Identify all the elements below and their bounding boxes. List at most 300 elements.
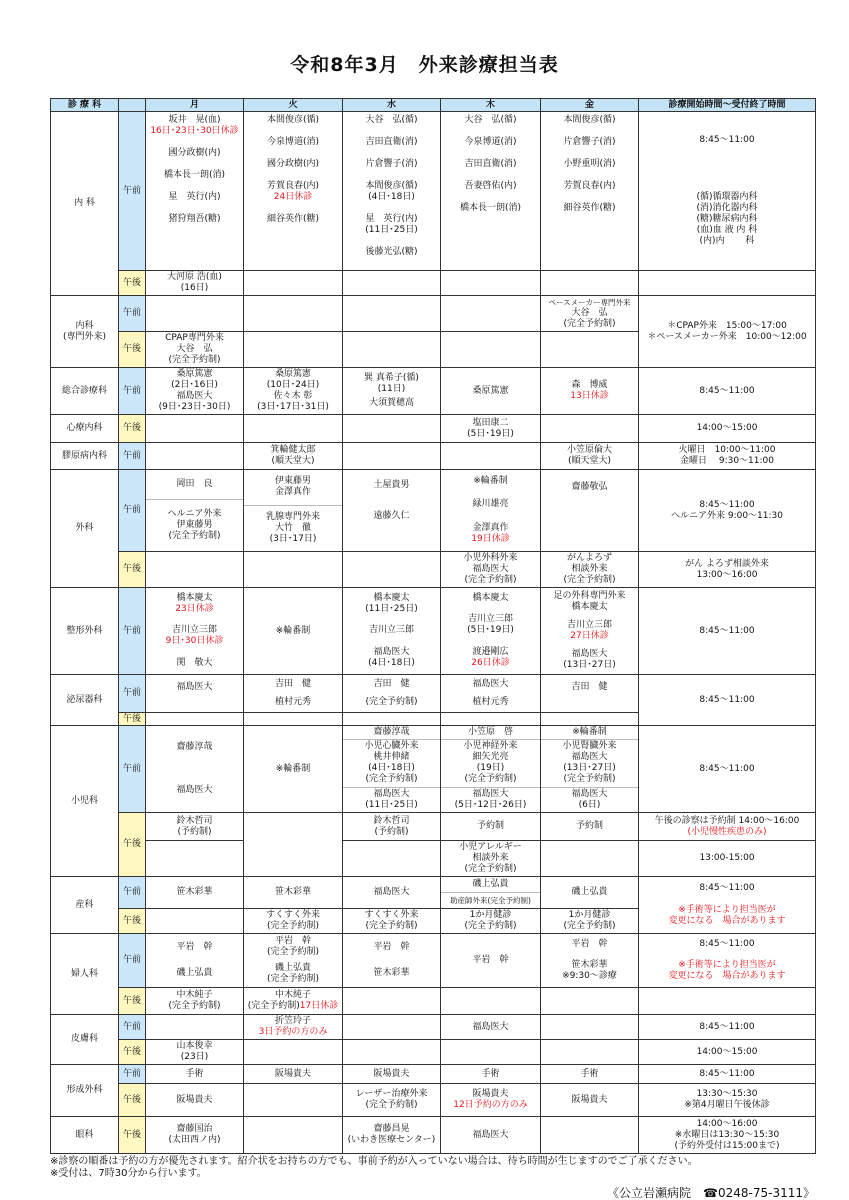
entry-line: (3日･17日): [269, 533, 317, 544]
cell-content: [441, 300, 540, 327]
entry-line: 小野重明(消): [563, 159, 616, 169]
entry-block: [441, 609, 540, 641]
schedule-cell: [244, 1084, 343, 1117]
entry-line: (消)消化器内科: [696, 203, 758, 213]
entry-line: 阪場貴夫: [274, 1068, 311, 1079]
entry-line: 福島医大: [176, 391, 213, 401]
cell-content: [343, 909, 440, 933]
entry-block: [541, 909, 638, 933]
entry-block: [441, 180, 540, 193]
phone-number: 0248-75-3111》: [717, 1186, 815, 1200]
entry-block: [146, 1084, 243, 1116]
entry-line: 齋藤国治: [176, 1124, 213, 1134]
entry-block: [639, 470, 815, 551]
entry-line: がんよろず: [566, 553, 612, 563]
cell-content: [639, 1065, 815, 1083]
entry-line: ※輪番制: [275, 763, 311, 774]
entry-line: 巽 真希子(循): [364, 372, 419, 383]
cell-content: [441, 726, 540, 812]
header-fri: 金: [541, 99, 639, 112]
entry-line: 本間俊彦(循): [365, 181, 418, 191]
hours-cell: [639, 1065, 816, 1084]
entry-block: [441, 934, 540, 987]
cell-content: [343, 333, 440, 366]
entry-block: [541, 443, 638, 469]
entry-line: 13日休診: [570, 391, 609, 401]
dept-name: [51, 588, 119, 675]
entry-block: [441, 841, 540, 876]
schedule-cell: [244, 296, 343, 332]
schedule-row: [51, 415, 816, 443]
schedule-row: [51, 1084, 816, 1117]
dept-name: [51, 877, 119, 934]
schedule-cell: [146, 877, 244, 909]
cell-content: [541, 552, 638, 587]
cell-content: [343, 1016, 440, 1038]
dept-label: 形成外科: [66, 1085, 103, 1095]
entry-block: [541, 675, 638, 699]
schedule-cell: [541, 332, 639, 368]
entry-line: (予約外受付は15:00まで): [674, 1140, 780, 1151]
schedule-cell: [244, 1040, 343, 1065]
schedule-cell: [343, 296, 441, 332]
entry-line: 桑原篤憲: [472, 385, 509, 396]
cell-content: [146, 1040, 243, 1064]
cell-content: [146, 368, 243, 414]
hours-cell: [639, 271, 816, 296]
schedule-row: [51, 552, 816, 588]
entry-block: [146, 499, 243, 551]
entry-line: 齋藤淳哉: [373, 727, 410, 738]
entry-block: [146, 653, 243, 674]
entry-block: [146, 1117, 243, 1153]
cell-content: [146, 877, 243, 908]
cell-content: [244, 713, 342, 725]
entry-line: (6日): [578, 799, 601, 810]
entry-block: [639, 675, 815, 725]
entry-block: [441, 675, 540, 694]
schedule-cell: [441, 813, 541, 841]
session-am: 午前: [119, 726, 146, 813]
entry-line: 8:45～11:00: [699, 1068, 755, 1079]
entry-line: (5日･19日): [467, 428, 514, 439]
entry-block: [639, 1016, 815, 1038]
entry-line: (完全予約制): [266, 973, 320, 984]
cell-content: [441, 112, 540, 270]
schedule-cell: [541, 112, 639, 271]
session-pm: 午後: [119, 713, 146, 726]
cell-content: [244, 877, 342, 908]
schedule-cell: [343, 552, 441, 588]
cell-content: [639, 552, 815, 587]
entry-line: 磯上弘貴: [571, 887, 608, 897]
cell-content: [639, 877, 815, 933]
entry-line: 植村元秀: [274, 697, 311, 708]
entry-line: 吉川立三郎: [467, 614, 513, 625]
schedule-cell: [541, 588, 639, 675]
entry-line: ヘルニア外来 9:00～11:30: [670, 510, 783, 521]
entry-line: 芳賀良春(内): [563, 181, 616, 191]
cell-content: [639, 274, 815, 292]
entry-block: [244, 470, 342, 505]
cell-content: [343, 813, 440, 840]
entry-block: [343, 934, 440, 961]
entry-block: [244, 694, 342, 713]
schedule-cell: [441, 588, 541, 675]
cell-content: [441, 588, 540, 674]
schedule-cell: [343, 112, 441, 271]
entry-line: 齋藤敬弘: [571, 481, 608, 492]
schedule-cell: [146, 813, 244, 841]
entry-block: [441, 739, 540, 786]
cell-content: [541, 112, 638, 270]
entry-line: 変更になる 場合があります: [668, 916, 786, 927]
dept-name: [51, 675, 119, 726]
schedule-cell: [441, 988, 541, 1015]
cell-content: [541, 1016, 638, 1038]
schedule-cell: [343, 368, 441, 415]
schedule-row: [51, 112, 816, 271]
entry-block: [146, 961, 243, 988]
entry-line: ※9:30～診療: [562, 971, 617, 981]
cell-content: [343, 934, 440, 987]
schedule-cell: [244, 368, 343, 415]
entry-block: [639, 900, 815, 934]
schedule-cell: [146, 1015, 244, 1040]
entry-block: [146, 470, 243, 499]
entry-line: 伊東藤男: [176, 520, 213, 530]
schedule-cell: [244, 909, 343, 934]
schedule-cell: [541, 934, 639, 988]
entry-line: 吉田 健: [571, 681, 608, 692]
entry-line: ※輪番制: [572, 727, 607, 738]
entry-line: 福島医大: [571, 752, 608, 763]
entry-line: (23日): [180, 1052, 209, 1062]
entry-line: ＊CPAP外来 15:00～17:00: [667, 320, 787, 331]
cell-content: [343, 371, 440, 411]
entry-line: (完全予約制): [563, 774, 616, 785]
entry-block: [541, 726, 638, 739]
cell-content: [441, 1065, 540, 1083]
entry-block: [441, 470, 540, 493]
entry-line: 3日予約の方のみ: [258, 1027, 328, 1037]
entry-line: 14:00～16:00: [696, 1118, 758, 1129]
entry-block: [441, 136, 540, 149]
session-pm: 午後: [119, 813, 146, 877]
cell-content: [541, 415, 638, 442]
entry-line: 福島医大: [472, 1129, 509, 1140]
entry-line: 桑原篤憲: [176, 369, 213, 379]
entry-line: 9日･30日休診: [165, 636, 224, 647]
cell-content: [441, 813, 540, 840]
note-line: ※診察の順番は予約の方が優先されます。紹介状をお持ちの方でも、事前予約が入っていない場合は、待ち時間が生じますのでご了承ください。: [50, 1156, 698, 1167]
entry-line: 福島医大: [373, 788, 410, 799]
entry-line: 小笠原倫大: [566, 445, 612, 455]
session-am: 午前: [119, 1015, 146, 1040]
entry-block: [343, 620, 440, 641]
entry-block: [146, 877, 243, 908]
cell-content: [441, 371, 540, 411]
hospital-name: 《公立岩瀬病院: [607, 1186, 692, 1200]
cell-content: [441, 470, 540, 551]
cell-content: [343, 1065, 440, 1083]
entry-line: 阪場貴夫: [571, 1094, 608, 1105]
cell-content: [244, 988, 342, 1014]
session-am: 午前: [119, 1065, 146, 1084]
entry-line: 國分政樹(内): [266, 159, 320, 169]
entry-line: 小児神経外来: [463, 741, 518, 752]
entry-line: 鈴木哲司: [176, 815, 213, 826]
entry-line: 福島医大: [176, 785, 213, 795]
cell-content: [343, 1117, 440, 1153]
entry-line: 福島医大: [176, 681, 213, 692]
entry-line: 阪場貴夫: [176, 1094, 213, 1105]
entry-line: 手術: [185, 1068, 204, 1079]
cell-content: [639, 726, 815, 812]
entry-line: 19日休診: [471, 533, 510, 544]
entry-line: 小笠原 啓: [467, 727, 513, 738]
entry-line: 平岩 幹: [176, 941, 213, 952]
entry-block: [441, 1016, 540, 1038]
schedule-cell: [541, 726, 639, 813]
session-pm: 午後: [119, 909, 146, 934]
cell-content: [441, 1042, 540, 1063]
cell-content: [441, 713, 540, 725]
session-pm: 午後: [119, 415, 146, 443]
entry-block: [639, 955, 815, 987]
entry-line: 遠藤久仁: [373, 510, 410, 521]
schedule-cell: [244, 271, 343, 296]
entry-line: (11日): [377, 383, 406, 394]
entry-line: 手術: [481, 1068, 500, 1079]
cell-content: [441, 1084, 540, 1116]
cell-content: [541, 588, 638, 674]
entry-line: 山本俊幸: [176, 1041, 213, 1051]
schedule-cell: [244, 934, 343, 988]
dept-name: [51, 470, 119, 588]
entry-line: 片倉響子(消): [365, 159, 418, 169]
session-pm: 午後: [119, 271, 146, 296]
entry-line: 16日･23日･30日休診: [150, 126, 239, 136]
cell-content: [244, 368, 342, 414]
entry-block: [343, 787, 440, 812]
cell-content: [639, 1016, 815, 1038]
schedule-cell: [146, 713, 244, 726]
schedule-cell: [146, 588, 244, 675]
entry-line: (完全予約制): [563, 921, 616, 931]
entry-line: ※水曜日は13:30～15:30: [674, 1129, 780, 1140]
cell-content: [343, 1084, 440, 1116]
schedule-cell: [146, 675, 244, 713]
entry-line: 大谷 弘: [571, 308, 608, 318]
schedule-cell: [146, 988, 244, 1015]
dept-name: [51, 1117, 119, 1154]
schedule-cell: [441, 1040, 541, 1065]
entry-line: CPAP専門外来: [165, 333, 224, 343]
entry-block: [244, 675, 342, 694]
entry-block: [146, 699, 243, 712]
entry-line: 橋本長一朗(消): [163, 170, 226, 180]
schedule-cell: [146, 1065, 244, 1084]
entry-line: 今泉博道(消): [266, 137, 320, 147]
cell-content: [343, 552, 440, 587]
dept-label: 産科: [75, 899, 94, 910]
entry-line: 12日予約の方のみ: [453, 1100, 528, 1110]
entry-line: (完全予約制): [365, 1100, 418, 1110]
entry-line: (予約制): [374, 826, 409, 837]
schedule-cell: [244, 1015, 343, 1040]
entry-block: [541, 699, 638, 712]
entry-line: 橋本慶太: [571, 602, 608, 613]
schedule-cell: [441, 470, 541, 552]
cell-content: [639, 371, 815, 411]
header-time: 診療開始時間～受付終了時間: [639, 99, 816, 112]
entry-line: 足の外科専門外来: [553, 591, 626, 602]
entry-block: [639, 842, 815, 876]
schedule-cell: [541, 552, 639, 588]
cell-content: [146, 934, 243, 987]
cell-content: [146, 1065, 243, 1083]
entry-block: [146, 213, 243, 226]
dept-label: 心療内科: [66, 423, 103, 433]
schedule-cell: [541, 415, 639, 443]
cell-content: [244, 1117, 342, 1153]
schedule-cell: [441, 1084, 541, 1117]
entry-block: [441, 552, 540, 587]
entry-line: (完全予約制): [266, 947, 320, 958]
entry-block: [343, 246, 440, 259]
entry-line: 細谷英作(糖): [266, 214, 320, 224]
hours-cell: [639, 296, 816, 368]
entry-line: (19日): [476, 763, 505, 774]
schedule-cell: [146, 332, 244, 368]
schedule-cell: [541, 271, 639, 296]
schedule-cell: [343, 841, 441, 877]
schedule-cell: [146, 1040, 244, 1065]
entry-line: 予約制: [575, 821, 603, 831]
entry-line: ※輪番制: [473, 476, 508, 487]
entry-line: 坂井 晃(血): [168, 115, 221, 125]
schedule-row: [51, 296, 816, 332]
entry-line: 渡邉剛広: [472, 646, 509, 657]
entry-line: 福島医大: [373, 887, 410, 897]
schedule-table: [50, 98, 816, 1154]
entry-line: 磯上弘貴: [274, 962, 311, 973]
entry-block: [244, 114, 342, 127]
schedule-cell: [541, 443, 639, 470]
schedule-row: [51, 675, 816, 713]
cell-content: [639, 301, 815, 362]
schedule-cell: [343, 813, 441, 841]
cell-content: [441, 1117, 540, 1153]
entry-line: 本間俊彦(循): [266, 115, 320, 125]
entry-line: (順天堂大): [567, 456, 612, 466]
entry-block: [441, 726, 540, 739]
entry-block: [441, 694, 540, 713]
cell-content: [146, 271, 243, 295]
session-am: 午前: [119, 877, 146, 909]
entry-line: 13:30～15:30: [696, 1089, 758, 1099]
schedule-cell: [343, 271, 441, 296]
schedule-cell: [244, 726, 343, 813]
entry-line: 予約制: [476, 821, 504, 831]
dept-label: 婦人科: [70, 968, 98, 979]
entry-line: 福島医大: [472, 788, 509, 799]
entry-line: (13日･27日): [563, 659, 616, 670]
session-am: 午前: [119, 443, 146, 470]
hours-cell: [639, 470, 816, 552]
cell-content: [146, 588, 243, 674]
dept-label: 総合診療科: [61, 385, 107, 396]
entry-block: [441, 493, 540, 516]
entry-block: [441, 202, 540, 215]
cell-content: [244, 1084, 342, 1116]
entry-block: [343, 470, 440, 501]
cell-content: [639, 1042, 815, 1063]
cell-content: [541, 443, 638, 469]
entry-line: (完全予約制): [464, 575, 517, 585]
hours-cell: [639, 415, 816, 443]
entry-block: [343, 1084, 440, 1116]
entry-block: [541, 955, 638, 987]
schedule-row: [51, 1065, 816, 1084]
entry-line: (16日): [180, 283, 209, 293]
entry-line: (5日･12日･26日): [454, 799, 527, 810]
cell-content: [343, 588, 440, 674]
cell-content: [146, 909, 243, 933]
entry-block: [343, 813, 440, 840]
schedule-cell: [441, 726, 541, 813]
entry-line: 金曜日 9:30～11:00: [679, 456, 774, 466]
schedule-cell: [343, 675, 441, 713]
cell-content: [541, 713, 638, 725]
entry-line: 箕輪健太郎: [270, 445, 316, 455]
schedule-cell: [343, 1065, 441, 1084]
dept-label: 内 科: [74, 198, 95, 208]
entry-block: [244, 443, 342, 469]
cell-content: [639, 415, 815, 442]
entry-line: すくすく外来: [265, 910, 320, 920]
session-am: 午前: [119, 296, 146, 332]
cell-content: [146, 1084, 243, 1116]
dept-name: [51, 296, 119, 368]
cell-content: [244, 1015, 342, 1039]
entry-line: 細谷英作(糖): [563, 203, 616, 213]
schedule-cell: [343, 988, 441, 1015]
cell-content: [146, 112, 243, 270]
dept-name: [51, 368, 119, 415]
entry-block: [343, 909, 440, 933]
entry-line: 緑川雄亮: [472, 499, 509, 510]
entry-block: [146, 769, 243, 812]
entry-line: 23日休診: [175, 604, 214, 615]
schedule-cell: [441, 909, 541, 934]
schedule-cell: [441, 1015, 541, 1040]
entry-block: [146, 332, 243, 367]
entry-line: 伊東藤男: [274, 476, 311, 487]
cell-content: [639, 443, 815, 469]
entry-block: [441, 1117, 540, 1153]
cell-content: [541, 877, 638, 908]
entry-line: 桃井伸緒: [373, 752, 410, 763]
entry-line: 星 英行(内): [365, 214, 418, 224]
schedule-cell: [244, 443, 343, 470]
entry-line: (5日･19日): [467, 625, 514, 636]
entry-line: 大谷 弘(循): [464, 115, 517, 125]
hours-cell: [639, 726, 816, 813]
entry-line: (完全予約制): [563, 319, 616, 329]
entry-line: 大須賀穂高: [368, 398, 414, 409]
